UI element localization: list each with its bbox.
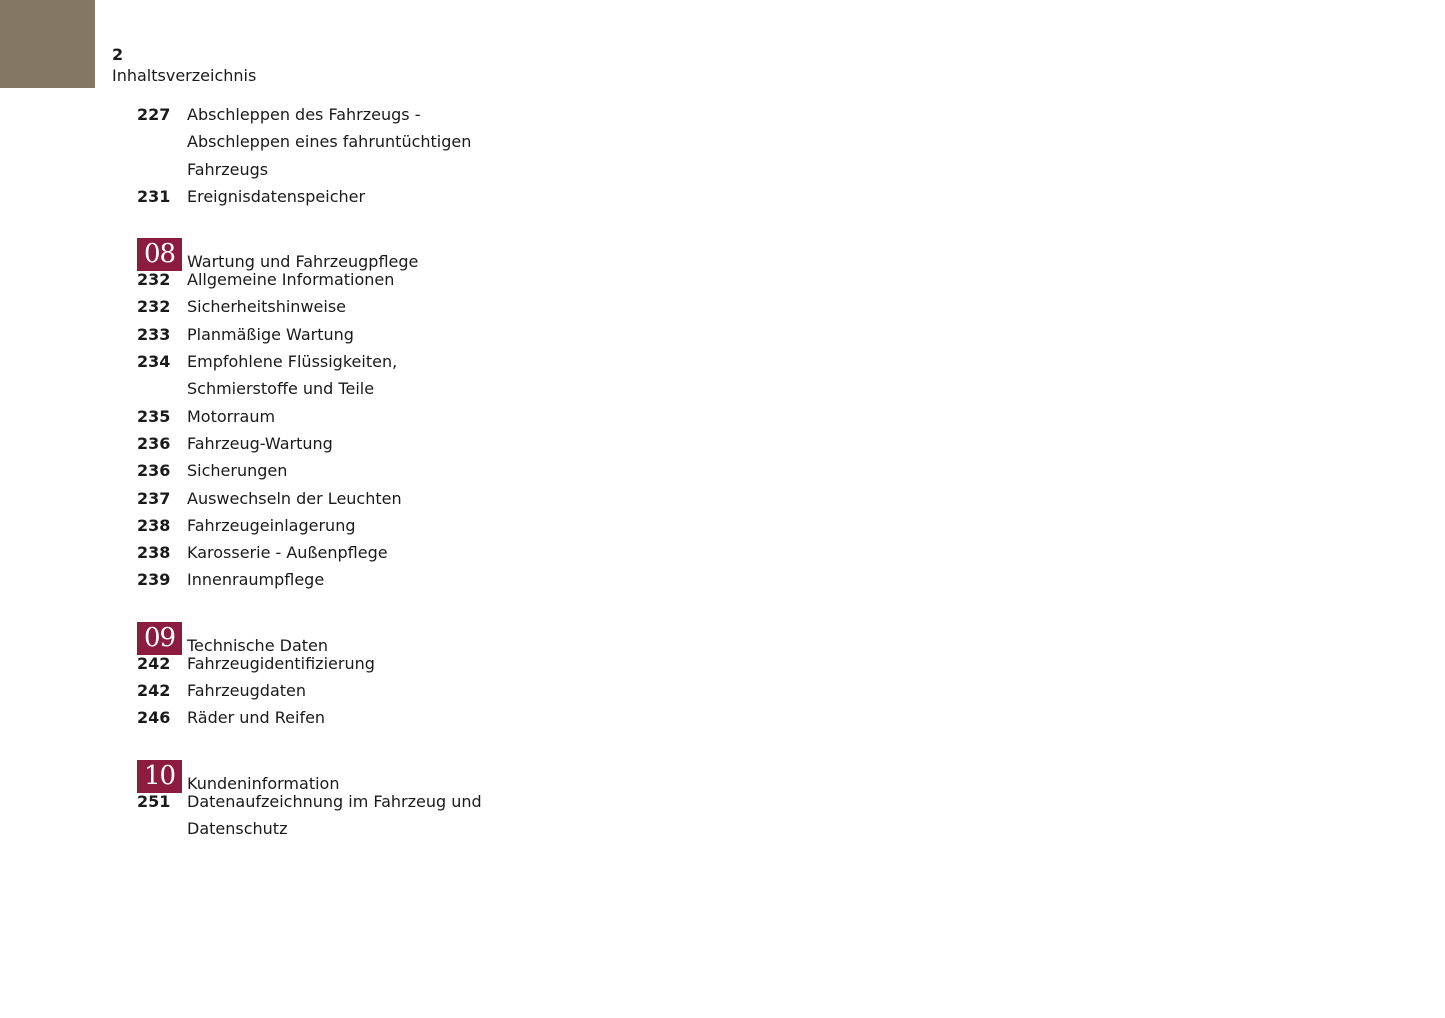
toc-entry[interactable] — [137, 512, 557, 539]
table-of-contents — [137, 101, 557, 842]
toc-entry-page-number: 233 — [137, 324, 171, 344]
chapter-title: Technische Daten — [187, 635, 329, 655]
toc-entry-page-number: 237 — [137, 488, 171, 508]
toc-entry-title: Ereignisdatenspeicher — [187, 186, 366, 206]
toc-entry-title: Planmäßige Wartung — [187, 324, 354, 344]
toc-entry-page-number: 234 — [137, 352, 171, 372]
chapter-title: Kundeninformation — [187, 773, 340, 793]
toc-entry[interactable] — [137, 566, 557, 593]
chapter-number-badge: 09 — [137, 622, 182, 655]
toc-entry-title: Motorraum — [187, 406, 276, 426]
toc-entry-page-number: 235 — [137, 406, 171, 426]
toc-entry-title: Karosserie - Außenpflege — [187, 543, 388, 563]
toc-group — [137, 622, 557, 732]
chapter-number-badge: 10 — [137, 760, 182, 793]
toc-entry[interactable] — [137, 183, 557, 210]
toc-entry-page-number: 236 — [137, 433, 171, 453]
toc-entry[interactable] — [137, 101, 557, 183]
toc-entry-page-number: 238 — [137, 515, 171, 535]
toc-entry-title: Fahrzeug-Wartung — [187, 433, 333, 453]
toc-entry[interactable] — [137, 348, 557, 403]
toc-entry[interactable] — [137, 430, 557, 457]
toc-entry-title: Fahrzeugdaten — [187, 681, 307, 701]
toc-entry[interactable] — [137, 321, 557, 348]
toc-entry[interactable] — [137, 457, 557, 484]
toc-entry[interactable] — [137, 788, 557, 843]
toc-entry-page-number: 246 — [137, 708, 171, 728]
toc-entry-title: Innenraumpflege — [187, 570, 325, 590]
toc-entry-title: Empfohlene Flüssigkeiten, Schmierstoffe und Teile — [187, 352, 398, 399]
toc-entry-title: Abschleppen des Fahrzeugs - Abschleppen eines fahruntüchtigen Fahrzeugs — [187, 105, 472, 179]
toc-entry-title: Sicherheitshinweise — [187, 297, 346, 317]
toc-entry[interactable] — [137, 293, 557, 320]
toc-entry-page-number: 239 — [137, 570, 171, 590]
page-number: 2 — [112, 45, 124, 64]
toc-entry-page-number: 242 — [137, 653, 171, 673]
toc-entry-page-number: 251 — [137, 791, 171, 811]
toc-entry[interactable] — [137, 403, 557, 430]
toc-entry[interactable] — [137, 485, 557, 512]
toc-entry-page-number: 227 — [137, 105, 171, 124]
toc-entry-title: Sicherungen — [187, 461, 288, 481]
toc-entry-title: Datenaufzeichnung im Fahrzeug und Datenschutz — [187, 791, 482, 838]
corner-color-block — [0, 0, 95, 88]
toc-entry-page-number: 232 — [137, 297, 171, 317]
chapter-number-badge: 08 — [137, 238, 182, 271]
toc-entry-page-number: 231 — [137, 186, 171, 206]
toc-entry[interactable] — [137, 539, 557, 566]
toc-group — [137, 101, 557, 210]
toc-entry-page-number: 242 — [137, 681, 171, 701]
toc-entry-title: Allgemeine Informationen — [187, 270, 395, 290]
toc-entry-title: Auswechseln der Leuchten — [187, 488, 402, 508]
toc-entry-page-number: 238 — [137, 543, 171, 563]
toc-entry[interactable] — [137, 704, 557, 731]
toc-entry-title: Räder und Reifen — [187, 708, 326, 728]
page-title: Inhaltsverzeichnis — [112, 66, 257, 85]
toc-entry-page-number: 236 — [137, 461, 171, 481]
toc-entry-title: Fahrzeugeinlagerung — [187, 515, 356, 535]
toc-entry[interactable] — [137, 677, 557, 704]
toc-entry-page-number: 232 — [137, 270, 171, 290]
toc-group — [137, 238, 557, 594]
toc-group — [137, 760, 557, 843]
toc-entry-title: Fahrzeugidentifizierung — [187, 653, 375, 673]
chapter-title: Wartung und Fahrzeugpflege — [187, 252, 419, 272]
